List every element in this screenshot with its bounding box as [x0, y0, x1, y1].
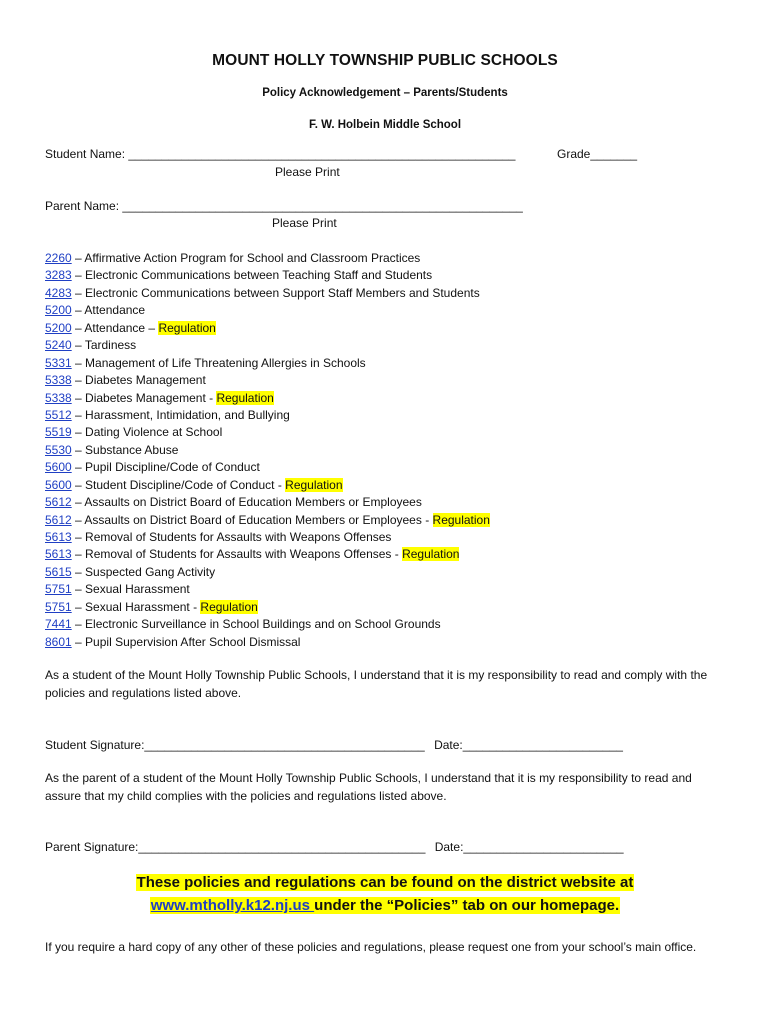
policy-number-link[interactable]: 4283	[45, 285, 72, 300]
policy-item	[45, 564, 490, 581]
regulation-highlight: Regulation	[402, 547, 460, 562]
policy-list	[45, 250, 490, 651]
student-statement: As a student of the Mount Holly Township Public Schools, I understand that it is my responsibility to read and comply with the policies and regulations listed above.	[45, 668, 708, 700]
policy-number-link[interactable]: 5512	[45, 407, 72, 422]
policy-item	[45, 302, 490, 319]
policy-item	[45, 337, 490, 354]
policy-number-link[interactable]: 5331	[45, 355, 72, 370]
policy-item	[45, 634, 490, 651]
policy-title: – Tardiness	[71, 338, 137, 353]
notice-line-1: These policies and regulations can be found on the district website at	[136, 874, 634, 891]
parent-statement: As the parent of a student of the Mount Holly Township Public Schools, I understand that it is my responsibility to read and assure that my child complies with the policies and regulations listed above.	[45, 771, 692, 803]
policy-item	[45, 616, 490, 633]
policy-title: – Electronic Communications between Support Staff Members and Students	[71, 285, 480, 300]
policy-item	[45, 529, 490, 546]
policy-number-link[interactable]: 5600	[45, 477, 72, 492]
regulation-highlight: Regulation	[216, 390, 274, 405]
policy-item	[45, 599, 490, 616]
parent-signature-row	[45, 840, 624, 854]
policy-number-link[interactable]: 8601	[45, 634, 72, 649]
policy-title: – Harassment, Intimidation, and Bullying	[71, 407, 290, 422]
form-subtitle: Policy Acknowledgement – Parents/Students	[262, 87, 508, 99]
policy-item	[45, 320, 490, 337]
policy-number-link[interactable]: 5751	[45, 582, 72, 597]
policy-number-link[interactable]: 5615	[45, 564, 72, 579]
policy-item	[45, 546, 490, 563]
policy-number-link[interactable]: 5613	[45, 530, 72, 544]
policy-number-link[interactable]: 5751	[45, 599, 72, 614]
policy-number-link[interactable]: 5200	[45, 320, 72, 335]
policy-title: – Management of Life Threatening Allergies in Schools	[71, 355, 366, 370]
policy-title: – Removal of Students for Assaults with Weapons Offenses -	[71, 547, 403, 562]
policy-number-link[interactable]: 5612	[45, 512, 72, 527]
policy-number-link[interactable]: 2260	[45, 251, 72, 265]
hard-copy-note: If you require a hard copy of any other of these policies and regulations, please request one from your school’s main office.	[45, 940, 697, 954]
policy-title: – Suspected Gang Activity	[71, 564, 216, 579]
policy-item	[45, 267, 490, 284]
website-notice	[0, 871, 770, 917]
policy-number-link[interactable]: 5613	[45, 547, 72, 562]
student-date-field[interactable]: Date:________________________	[434, 738, 623, 752]
policy-item	[45, 407, 490, 424]
policy-number-link[interactable]: 5600	[45, 460, 72, 475]
page-title: MOUNT HOLLY TOWNSHIP PUBLIC SCHOOLS	[212, 52, 558, 69]
policy-item	[45, 459, 490, 476]
regulation-highlight: Regulation	[158, 320, 216, 335]
parent-date-field[interactable]: Date:________________________	[434, 840, 624, 854]
policy-title: – Pupil Discipline/Code of Conduct	[71, 460, 260, 475]
policy-title: – Diabetes Management	[71, 373, 206, 388]
student-signature-field[interactable]: Student Signature:__________________________________________	[45, 738, 425, 752]
policy-title: – Assaults on District Board of Education Members or Employees	[71, 495, 422, 510]
policy-item	[45, 424, 490, 441]
policy-number-link[interactable]: 5240	[45, 338, 72, 353]
policy-number-link[interactable]: 3283	[45, 268, 72, 283]
parent-print-hint: Please Print	[272, 216, 337, 230]
policy-title: – Student Discipline/Code of Conduct -	[71, 477, 286, 492]
policy-item	[45, 494, 490, 511]
policy-title: – Attendance –	[71, 320, 159, 335]
policy-title: – Removal of Students for Assaults with Weapons Offenses	[71, 530, 392, 544]
school-name: F. W. Holbein Middle School	[308, 119, 462, 131]
policy-item	[45, 442, 490, 459]
district-website-link[interactable]: www.mtholly.k12.nj.us	[150, 897, 315, 914]
policy-item	[45, 512, 490, 529]
policy-title: – Attendance	[71, 303, 146, 318]
grade-field[interactable]: Grade_______	[557, 147, 638, 161]
notice-line-2	[150, 897, 620, 914]
policy-item	[45, 355, 490, 372]
policy-title: – Sexual Harassment -	[71, 599, 201, 614]
policy-title: – Affirmative Action Program for School and Classroom Practices	[71, 251, 421, 265]
regulation-highlight: Regulation	[285, 477, 343, 492]
policy-item	[45, 390, 490, 407]
policy-number-link[interactable]: 5338	[45, 373, 72, 388]
policy-title: – Assaults on District Board of Education Members or Employees -	[71, 512, 433, 527]
policy-item	[45, 285, 490, 302]
regulation-highlight: Regulation	[432, 512, 490, 527]
policy-item	[45, 477, 490, 494]
policy-item	[45, 250, 490, 267]
policy-title: – Dating Violence at School	[71, 425, 223, 440]
policy-title: – Electronic Surveillance in School Buildings and on School Grounds	[71, 617, 441, 632]
student-signature-row	[45, 738, 623, 752]
parent-signature-field[interactable]: Parent Signature:___________________________________________	[45, 840, 426, 854]
policy-number-link[interactable]: 7441	[45, 617, 72, 632]
policy-number-link[interactable]: 5612	[45, 495, 72, 510]
notice-line-2-text: under the “Policies” tab on our homepage.	[314, 897, 620, 914]
regulation-highlight: Regulation	[200, 599, 258, 614]
policy-title: – Pupil Supervision After School Dismissal	[71, 634, 301, 649]
student-name-field[interactable]: Student Name: __________________________________________________________	[45, 147, 516, 161]
policy-item	[45, 581, 490, 598]
policy-number-link[interactable]: 5530	[45, 442, 72, 457]
policy-number-link[interactable]: 5200	[45, 303, 72, 318]
policy-title: – Sexual Harassment	[71, 582, 190, 597]
policy-title: – Substance Abuse	[71, 442, 179, 457]
policy-item	[45, 372, 490, 389]
student-print-hint: Please Print	[275, 165, 340, 179]
policy-title: – Diabetes Management -	[71, 390, 217, 405]
policy-number-link[interactable]: 5519	[45, 425, 72, 440]
policy-title: – Electronic Communications between Teaching Staff and Students	[71, 268, 433, 283]
parent-name-field[interactable]: Parent Name: ____________________________________________________________	[45, 199, 523, 213]
policy-number-link[interactable]: 5338	[45, 390, 72, 405]
